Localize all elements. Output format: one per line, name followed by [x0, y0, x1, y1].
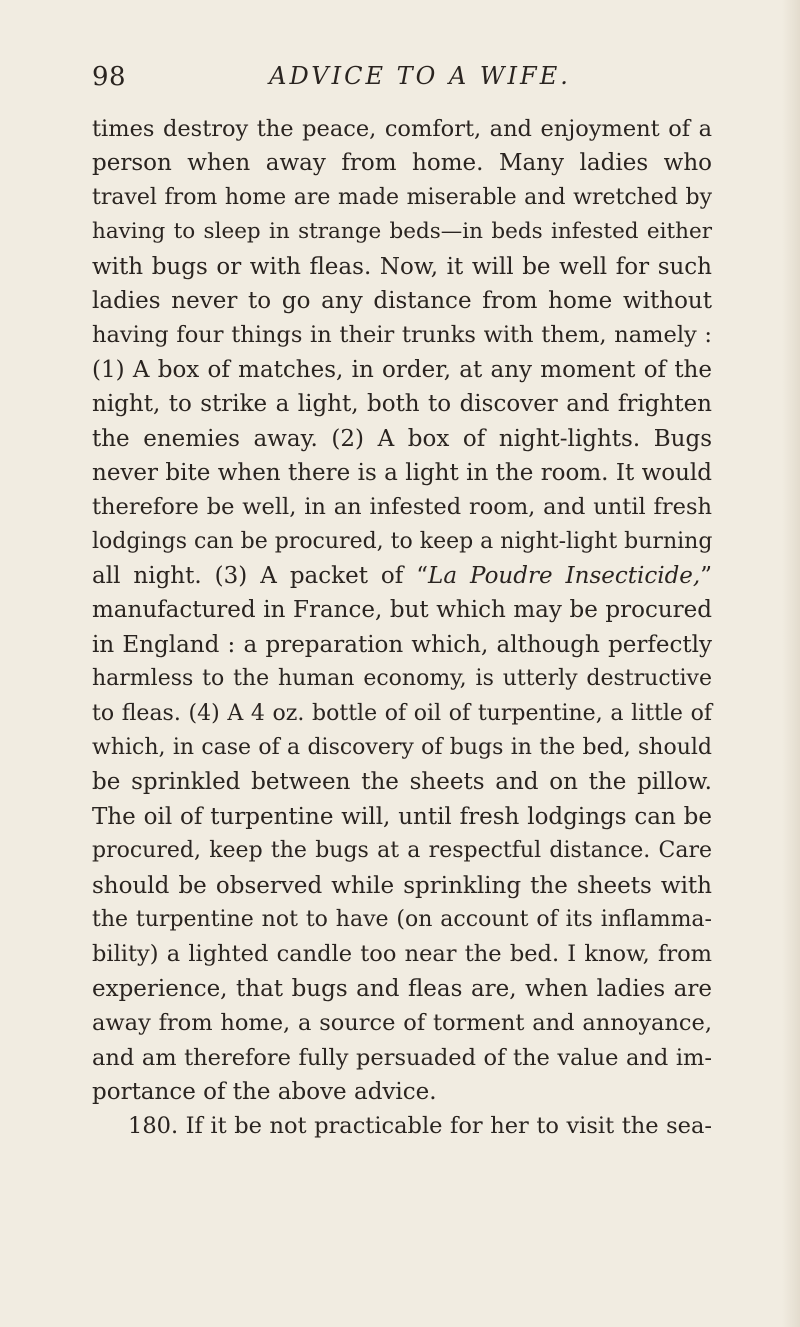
text-line-with-italic: [92, 559, 712, 593]
text-line: which, in case of a discovery of bugs in the bed, should: [92, 735, 712, 761]
paragraph-180: [92, 1109, 712, 1143]
text-line: The oil of turpentine will, until fresh lodgings can be: [92, 803, 712, 830]
text-segment: all night. (3) A packet of “: [92, 563, 429, 590]
text-line: travel from home are made miserable and wretched by: [92, 184, 712, 210]
paragraph-179: [92, 112, 712, 1109]
text-line: to fleas. (4) A 4 oz. bottle of oil of turpentine, a little of: [92, 700, 712, 726]
text-line: ladies never to go any distance from home without: [92, 287, 712, 314]
text-line: night, to strike a light, both to discover and frighten: [92, 391, 712, 418]
page-number: 98: [92, 62, 127, 92]
text-line: procured, keep the bugs at a respectful distance. Care: [92, 838, 712, 864]
page-header: [92, 56, 712, 96]
text-line: having four things in their trunks with them, namely :: [92, 322, 712, 349]
text-line: 180. If it be not practicable for her to visit the sea-: [128, 1113, 712, 1140]
text-line: times destroy the peace, comfort, and enjoyment of a: [92, 116, 712, 142]
text-line: and am therefore fully persuaded of the value and im-: [92, 1044, 712, 1071]
text-line: never bite when there is a light in the room. It would: [92, 459, 712, 486]
text-line: portance of the above advice.: [92, 1078, 437, 1105]
text-line: person when away from home. Many ladies who: [92, 150, 712, 177]
text-line: having to sleep in strange beds—in beds infested either: [92, 219, 712, 245]
text-line: the turpentine not to have (on account of its inflamma-: [92, 906, 712, 932]
text-line: the enemies away. (2) A box of night-lights. Bugs: [92, 425, 712, 452]
text-line: should be observed while sprinkling the sheets with: [92, 872, 712, 899]
italic-title: La Poudre Insecticide,: [428, 563, 701, 590]
page-body: [92, 112, 712, 1144]
text-line: away from home, a source of torment and annoyance,: [92, 1010, 712, 1037]
text-line: bility) a lighted candle too near the bed. I know, from: [92, 941, 712, 968]
text-line: therefore be well, in an infested room, and until fresh: [92, 494, 712, 521]
text-line: (1) A box of matches, in order, at any moment of the: [92, 356, 712, 383]
text-line: lodgings can be procured, to keep a night-light burning: [92, 528, 713, 554]
text-line: experience, that bugs and fleas are, when ladies are: [92, 975, 712, 1002]
text-segment: ”: [700, 563, 712, 590]
text-line: harmless to the human economy, is utterly destructive: [92, 666, 712, 692]
page-edge-shadow: [782, 0, 800, 1327]
text-line: be sprinkled between the sheets and on the pillow.: [92, 769, 712, 796]
running-head: ADVICE TO A WIFE.: [269, 62, 571, 90]
text-line: manufactured in France, but which may be procured: [92, 597, 712, 624]
text-line: with bugs or with fleas. Now, it will be well for such: [92, 253, 712, 280]
text-line: in England : a preparation which, although perfectly: [92, 631, 712, 658]
